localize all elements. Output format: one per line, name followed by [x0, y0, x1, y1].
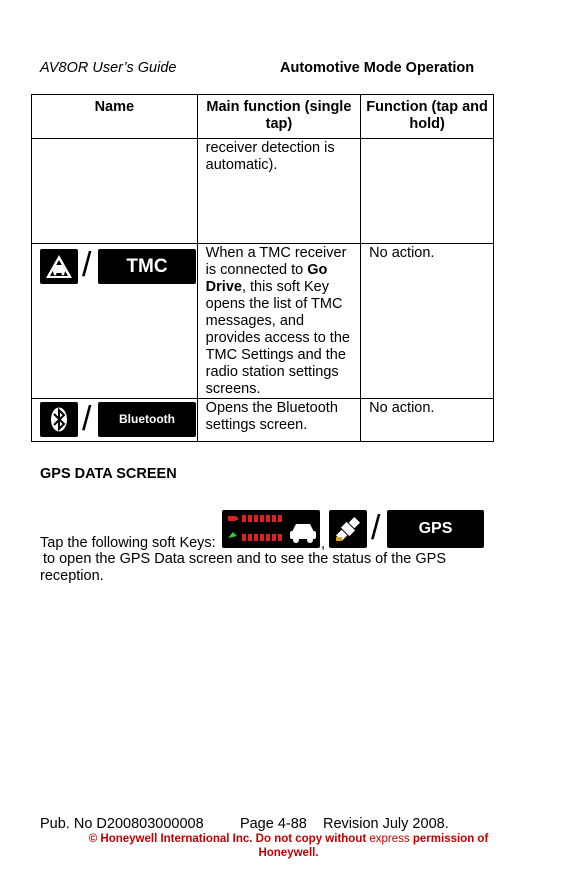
slash-separator: /: [82, 246, 92, 284]
cell-main-tmc: [197, 244, 360, 399]
cell-hold-empty: [361, 139, 494, 244]
tmc-desc-pre: When a TMC receiver is connected to: [205, 245, 347, 278]
revision: Revision July 2008.: [322, 816, 449, 832]
cell-name-tmc: [32, 244, 198, 399]
gps-status-indicator: [222, 510, 320, 548]
soft-key-table: [31, 94, 494, 442]
copyright-line-3: Honeywell.: [258, 847, 319, 859]
copyright-line-2: permission of: [412, 833, 489, 845]
gps-section-title: GPS DATA SCREEN: [40, 466, 177, 482]
cell-main-bluetooth: Opens the Bluetooth settings screen.: [197, 399, 360, 442]
gps-soft-key[interactable]: [387, 510, 484, 548]
car-warning-icon: [40, 249, 78, 284]
footer-publication: [40, 816, 449, 832]
bluetooth-text-soft-key[interactable]: [98, 402, 196, 437]
cell-main: receiver detection is automatic).: [197, 139, 360, 244]
gps-open-description: to open the GPS Data screen and to see the status of the GPS reception.: [40, 551, 447, 584]
traffic-soft-key[interactable]: [40, 249, 78, 284]
gps-status-soft-key[interactable]: [222, 510, 320, 548]
cell-name-bluetooth: [32, 399, 198, 442]
table-row-tmc: [32, 244, 494, 399]
car-icon: [290, 524, 316, 543]
gps-satellite-soft-key[interactable]: [329, 510, 367, 548]
satellite-icon: [228, 532, 237, 538]
col-main-header: Main function (single tap): [197, 95, 360, 139]
tmc-soft-key[interactable]: [98, 249, 196, 284]
bluetooth-soft-key[interactable]: [40, 402, 78, 437]
cell-hold-bluetooth: No action.: [361, 399, 494, 442]
gps-label: GPS: [418, 520, 453, 537]
slash-separator: /: [82, 400, 92, 438]
bluetooth-icon: [40, 402, 78, 437]
satellite-icon: [329, 510, 367, 548]
footer-copyright: [0, 832, 577, 860]
tmc-label: TMC: [126, 256, 168, 277]
page-number: Page 4-88: [239, 816, 307, 832]
col-hold-header: Function (tap and hold): [361, 95, 494, 139]
go-drive-bold: Go Drive: [205, 262, 328, 295]
slash-separator: /: [371, 509, 381, 547]
bluetooth-label: Bluetooth: [119, 412, 175, 426]
table-row: [32, 139, 494, 244]
battery-icon: [228, 516, 238, 521]
tmc-desc-post: , this soft Key opens the list of TMC messages, and provides access to the TMC Settings and the radio station settings screens.: [205, 279, 350, 397]
tap-instruction: Tap the following soft Keys:: [40, 535, 216, 551]
cell-name-empty: [32, 139, 198, 244]
copyright-line-1: © Honeywell International Inc. Do not copy without: [88, 833, 367, 845]
copyright-express: express: [369, 833, 410, 845]
table-header-row: [32, 95, 494, 139]
pub-number: Pub. No D200803000008: [40, 816, 204, 832]
cell-hold-tmc: No action.: [361, 244, 494, 399]
table-row-bluetooth: [32, 399, 494, 442]
col-name-header: Name: [32, 95, 198, 139]
section-title: Automotive Mode Operation: [280, 60, 475, 76]
comma-separator: ,: [321, 536, 326, 552]
guide-title: AV8OR User’s Guide: [40, 60, 177, 76]
